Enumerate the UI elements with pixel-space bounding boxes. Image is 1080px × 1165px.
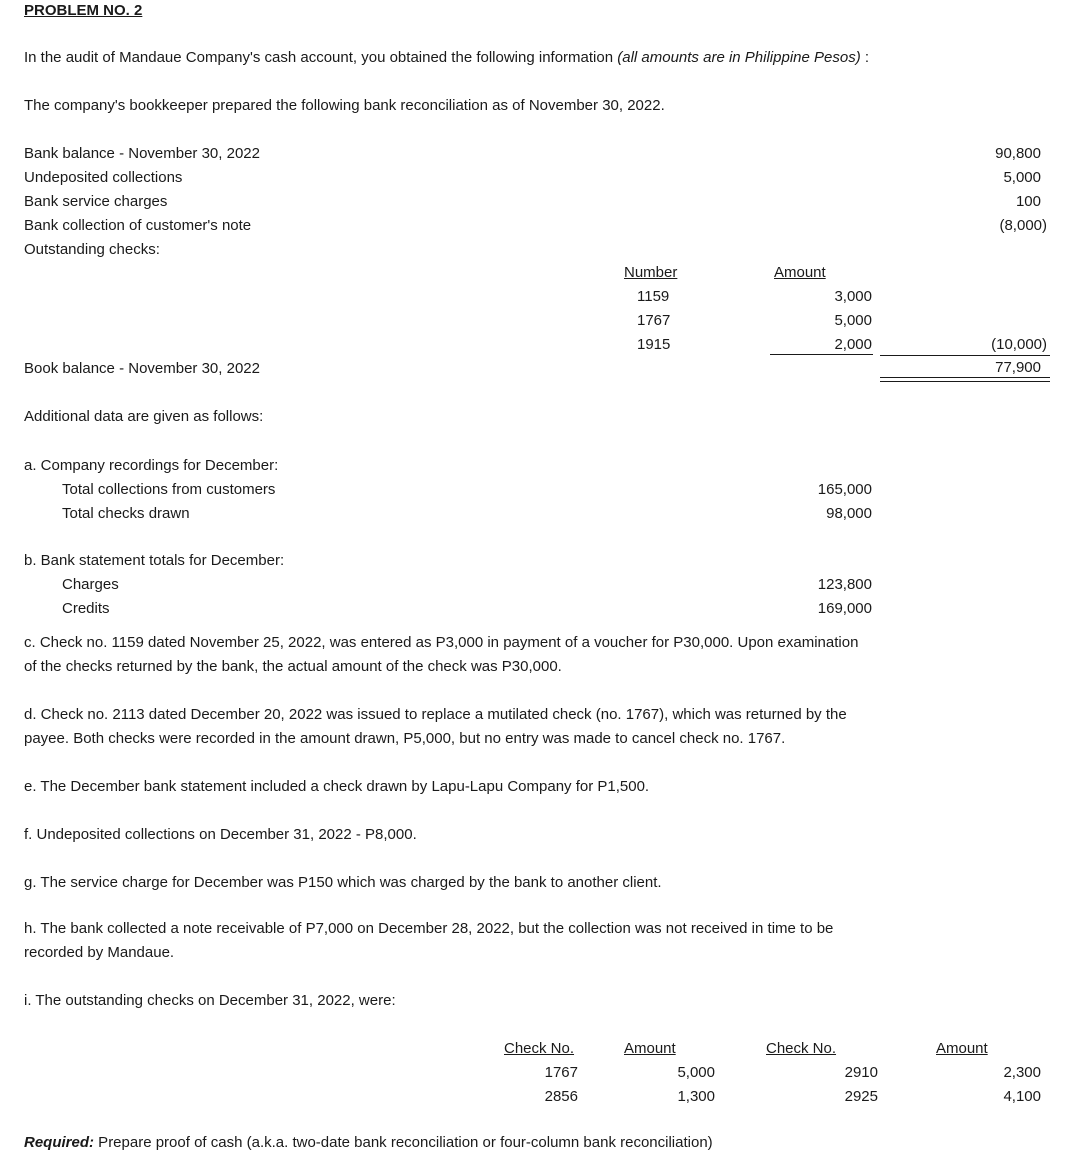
item-a-row-label: Total collections from customers [62, 481, 276, 498]
required-text: Prepare proof of cash (a.k.a. two-date bank reconciliation or four-column bank reconciliation) [94, 1134, 713, 1151]
recon-intro: The company's bookkeeper prepared the following bank reconciliation as of November 30, 2022. [24, 97, 665, 114]
item-b-row-label: Charges [62, 576, 119, 593]
oc-dec-check: 1767 [544, 1064, 578, 1081]
item-h-line: recorded by Mandaue. [24, 944, 175, 961]
oc-dec-amount: 5,000 [677, 1064, 715, 1081]
oc-dec-check: 2910 [844, 1064, 878, 1081]
item-g: g. The service charge for December was P150 which was charged by the bank to another client. [24, 874, 662, 891]
item-d-line: d. Check no. 2113 dated December 20, 2022 was issued to replace a mutilated check (no. 1767), which was returned by the [24, 706, 847, 723]
item-a-row-value: 165,000 [817, 481, 872, 498]
item-c-line: of the checks returned by the bank, the actual amount of the check was P30,000. [24, 658, 562, 675]
item-b-row-value: 169,000 [817, 600, 872, 617]
recon-row-value: 90,800 [995, 145, 1041, 162]
recon-row-label: Bank collection of customer's note [24, 217, 252, 234]
item-i-title: i. The outstanding checks on December 31, 2022, were: [24, 992, 396, 1009]
outstanding-checks-label: Outstanding checks: [24, 241, 160, 258]
check-no-header: Check No. [766, 1040, 837, 1057]
additional-intro: Additional data are given as follows: [24, 408, 264, 425]
oc-number-header: Number [624, 264, 678, 281]
item-b-row-label: Credits [62, 600, 110, 617]
oc-subtotal-underline [770, 354, 873, 355]
recon-row-label: Bank balance - November 30, 2022 [24, 145, 260, 162]
item-d-line: payee. Both checks were recorded in the amount drawn, P5,000, but no entry was made to cancel check no. 1767. [24, 730, 786, 747]
double-underline-bottom [880, 381, 1050, 382]
total-single-underline [880, 355, 1050, 356]
oc-number: 1915 [637, 336, 671, 353]
double-underline-top [880, 377, 1050, 378]
oc-amount: 3,000 [834, 288, 872, 305]
oc-dec-amount: 4,100 [1003, 1088, 1041, 1105]
recon-row-label: Undeposited collections [24, 169, 183, 186]
amount-header: Amount [936, 1040, 988, 1057]
required-label: Required: [24, 1134, 95, 1151]
recon-row-value: 5,000 [1003, 169, 1041, 186]
oc-number: 1767 [637, 312, 671, 329]
required-statement [24, 1134, 713, 1152]
recon-row-value: (8,000) [999, 217, 1047, 234]
item-a-row-value: 98,000 [826, 505, 872, 522]
book-balance-value: 77,900 [995, 359, 1041, 376]
oc-dec-check: 2925 [844, 1088, 878, 1105]
oc-amount: 2,000 [834, 336, 872, 353]
oc-dec-amount: 1,300 [677, 1088, 715, 1105]
amount-header: Amount [624, 1040, 676, 1057]
intro-italic-note: (all amounts are in Philippine Pesos) [617, 49, 861, 66]
check-no-header: Check No. [504, 1040, 575, 1057]
item-a-title: a. Company recordings for December: [24, 457, 279, 474]
recon-row-label: Bank service charges [24, 193, 168, 210]
item-c-line: c. Check no. 1159 dated November 25, 2022, was entered as P3,000 in payment of a voucher for P30,000. Upon examination [24, 634, 859, 651]
oc-dec-check: 2856 [544, 1088, 578, 1105]
oc-dec-amount: 2,300 [1003, 1064, 1041, 1081]
item-b-row-value: 123,800 [817, 576, 872, 593]
oc-amount-header: Amount [774, 264, 826, 281]
item-f: f. Undeposited collections on December 31, 2022 - P8,000. [24, 826, 417, 843]
intro-paragraph [24, 49, 869, 67]
item-e: e. The December bank statement included a check drawn by Lapu-Lapu Company for P1,500. [24, 778, 650, 795]
book-balance-label: Book balance - November 30, 2022 [24, 360, 260, 377]
intro-colon: : [860, 49, 870, 66]
item-a-row-label: Total checks drawn [62, 505, 190, 522]
intro-text: In the audit of Mandaue Company's cash account, you obtained the following information [24, 49, 618, 66]
oc-number: 1159 [637, 288, 670, 305]
item-h-line: h. The bank collected a note receivable of P7,000 on December 28, 2022, but the collection was not received in time to be [24, 920, 834, 937]
problem-heading: PROBLEM NO. 2 [24, 2, 143, 19]
recon-row-value: 100 [1015, 193, 1041, 210]
item-b-title: b. Bank statement totals for December: [24, 552, 285, 569]
oc-amount: 5,000 [834, 312, 872, 329]
oc-total: (10,000) [991, 336, 1047, 353]
